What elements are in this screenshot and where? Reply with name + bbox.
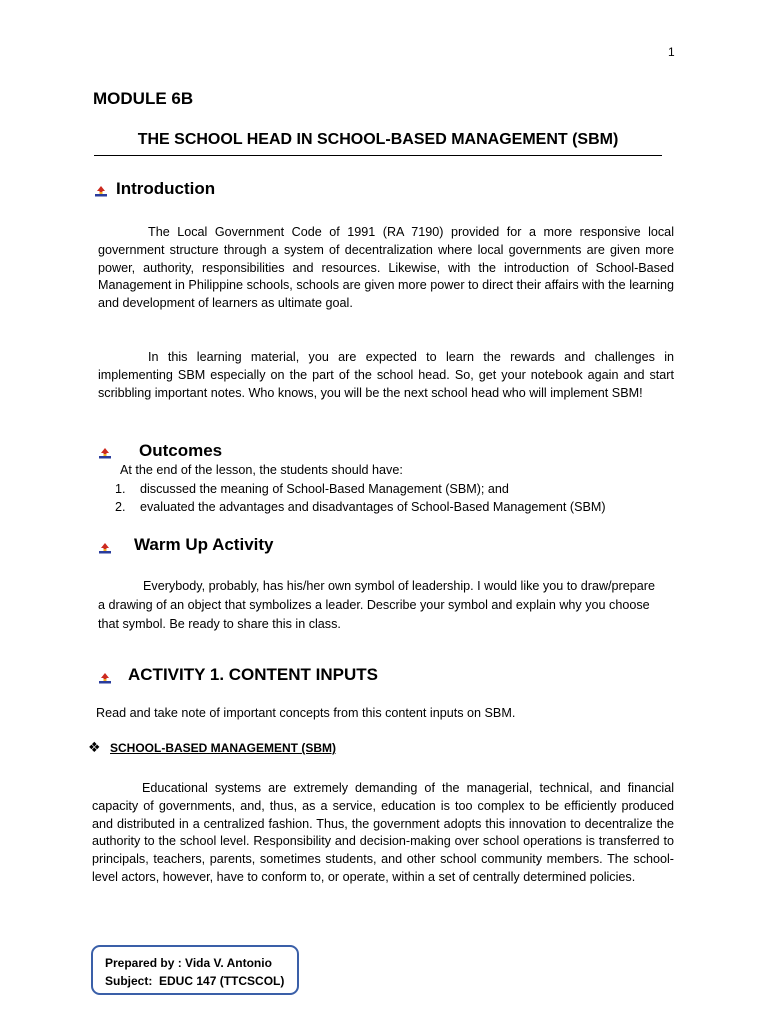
module-label: MODULE 6B: [93, 89, 194, 108]
warmup-heading: Warm Up Activity: [134, 535, 274, 554]
activity1-intro: Read and take note of important concepts from this content inputs on SBM.: [96, 706, 516, 720]
outcome-item: 1. discussed the meaning of School-Based Management (SBM); and: [115, 482, 509, 496]
introduction-paragraph-1: The Local Government Code of 1991 (RA 7190) provided for a more responsive local government structure through a system of decentralization where local governments are given more power, authority, responsibilities and resources. Likewise, with the introduction of School-Based Management in Philippine schools, schools are given more power to direct their affairs with the learning and development of learners as ultimate goal.: [98, 225, 674, 311]
introduction-paragraph-2: In this learning material, you are expected to learn the rewards and challenges in implementing SBM especially on the part of the school head. So, get your notebook again and start scribbling important notes. Who knows, you will be the next school head who will implement SBM!: [98, 350, 674, 400]
prepared-by-box: [91, 945, 299, 995]
diamond-bullet-icon: ❖: [88, 739, 101, 755]
page-title: THE SCHOOL HEAD IN SCHOOL-BASED MANAGEMENT (SBM): [137, 131, 619, 148]
introduction-heading: Introduction: [116, 179, 216, 198]
prepared-by-label: Prepared by : Vida V. Antonio: [105, 956, 272, 970]
page-number: 1: [668, 45, 675, 59]
arrow-bullet-icon: [98, 446, 112, 460]
subject-label: Subject: EDUC 147 (TTCSCOL): [105, 974, 285, 988]
arrow-bullet-icon: [98, 671, 112, 685]
sbm-subheading: SCHOOL-BASED MANAGEMENT (SBM): [110, 741, 336, 755]
outcomes-list: [115, 480, 675, 516]
outcome-item: 2. evaluated the advantages and disadvantages of School-Based Management (SBM): [115, 500, 606, 514]
warmup-paragraph: Everybody, probably, has his/her own symbol of leadership. I would like you to draw/prepare a drawing of an object that symbolizes a leader. Describe your symbol and explain why you choose that symbol. Be ready to share this in class.: [98, 579, 655, 631]
outcomes-lead: At the end of the lesson, the students should have:: [120, 463, 403, 477]
outcomes-heading: Outcomes: [139, 441, 223, 460]
arrow-bullet-icon: [94, 184, 108, 198]
activity1-heading: ACTIVITY 1. CONTENT INPUTS: [128, 665, 378, 684]
arrow-bullet-icon: [98, 541, 112, 555]
title-rule: [94, 155, 662, 156]
sbm-paragraph: Educational systems are extremely demanding of the managerial, technical, and financial capacity of governments, and, thus, as a service, education is too complex to be efficiently produced and distributed in a centralized fashion. Thus, the government adopts this innovation to decentralize the authority to the school level. Responsibility and decision-making over school operations is transferred to principals, teachers, parents, sometimes students, and other school community members. The school-level actors, however, have to conform to, or operate, within a set of centrally determined policies.: [92, 781, 674, 884]
